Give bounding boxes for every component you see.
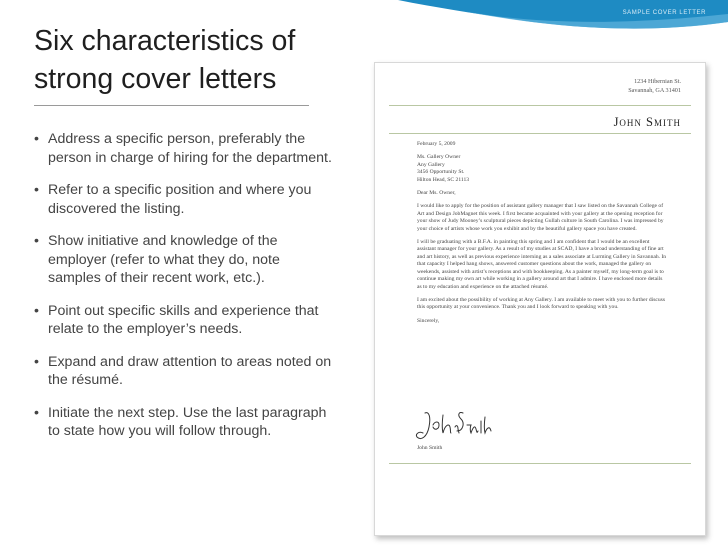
slide-title: Six characteristics of strong cover letters (34, 25, 296, 95)
recipient-line: 3456 Opportunity St. (417, 169, 465, 176)
recipient-line: Ms. Gallery Owner (417, 154, 461, 161)
letterhead-rule (389, 105, 691, 106)
recipient-block (417, 154, 667, 184)
letter-paragraph: I would like to apply for the position of assistant gallery manager that I saw listed on the Savannah College of Art and Design JobMagnet this week. I first became acquainted with your gallery at the opening reception for your show of Judy Mooney’s sculptural pieces depicting Gullah culture in South Carolina. I was impressed by your choice of artists whose work you exhibit and by the beautiful gallery space you have created. (417, 203, 664, 232)
letter-footer-rule (389, 463, 691, 464)
recipient-line: Hilton Head, SC 21113 (417, 176, 470, 183)
letter-date: February 5, 2009 (417, 141, 456, 147)
letter-paragraph: I am excited about the possibility of working at Any Gallery. I am available to meet with you to further discuss this opportunity at your convenience. Thank you and I look forward to speaking with you. (417, 296, 666, 311)
letterhead-rule (389, 133, 691, 134)
bullet-item: • Point out specific skills and experience that relate to the employer’s needs. (34, 302, 334, 339)
bullet-item: • Address a specific person, preferably the person in charge of hiring for the department. (34, 130, 334, 167)
letter-closing: Sincerely, (417, 317, 440, 324)
sender-address-line: 1234 Hibernian St. (634, 78, 681, 85)
bullet-item: • Initiate the next step. Use the last paragraph to state how you will follow through. (34, 404, 334, 441)
handwritten-signature (415, 407, 495, 447)
sample-cover-letter-label: SAMPLE COVER LETTER (622, 10, 706, 16)
signature-typed-name: John Smith (417, 445, 443, 451)
letter-body (417, 141, 667, 331)
title-divider (34, 105, 309, 106)
bullet-item: • Refer to a specific position and where you discovered the listing. (34, 181, 334, 218)
sender-name: John Smith (613, 115, 681, 129)
header-wave-decoration (398, 0, 728, 60)
characteristics-list (34, 130, 334, 455)
bullet-item: • Show initiative and knowledge of the employer (refer to what they do, note samples of their recent work, etc.). (34, 232, 334, 288)
sender-address-line: Savannah, GA 31401 (628, 87, 681, 94)
letter-paragraph: I will be graduating with a B.F.A. in painting this spring and I am confident that I would be an excellent assistant manager for your gallery. As a result of my studies at SCAD, I have a broad understanding of fine art and art history, as well as previous experience interning as a sales associate at Lurming Gallery in Savannah. In that capacity I helped hang shows, answered customer questions about the work, managed the gallery on weekends, assisted with artist’s receptions and with bookkeeping. As a painter myself, my long-term goal is to continue making my own art while working in a gallery around art that I admire. I have enclosed more details as to my education and experience on the attached résumé. (417, 239, 667, 290)
sender-address (628, 77, 681, 95)
recipient-line: Any Gallery (417, 161, 445, 168)
letter-salutation: Dear Ms. Owner, (417, 190, 456, 197)
sample-letter (374, 62, 706, 536)
bullet-item: • Expand and draw attention to areas noted on the résumé. (34, 353, 334, 390)
